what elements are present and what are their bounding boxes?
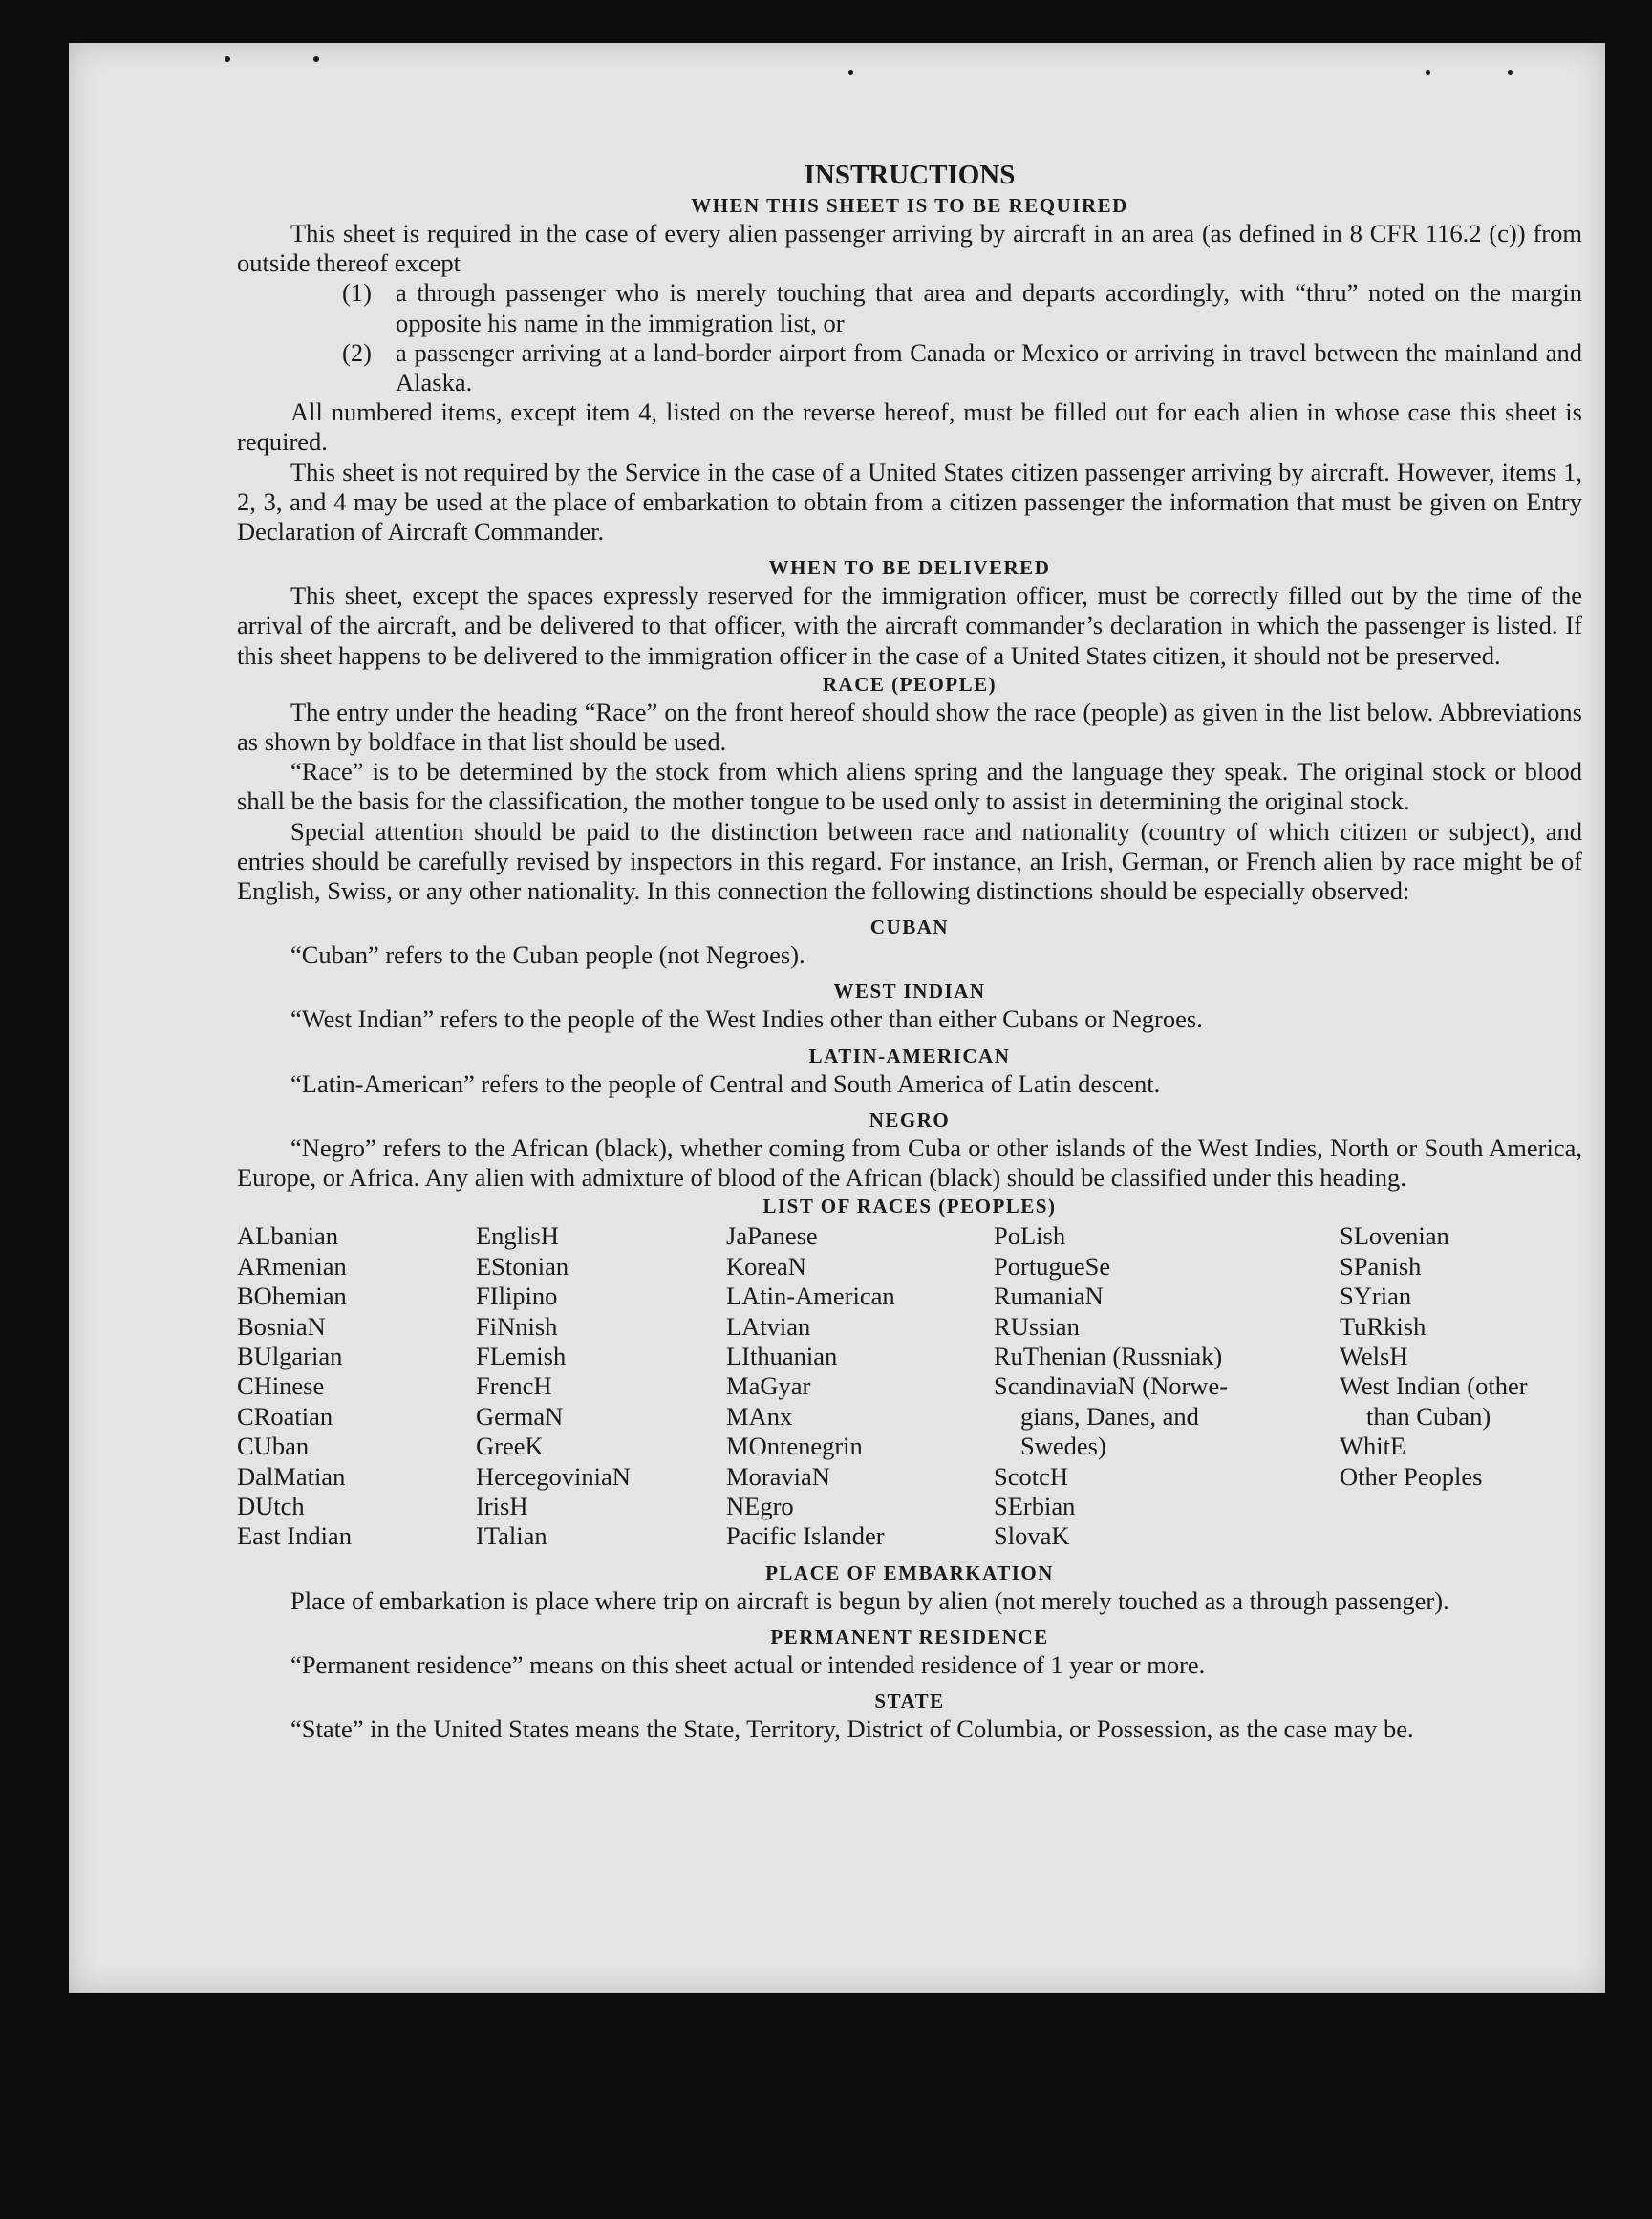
race-entry: Other Peoples bbox=[1340, 1461, 1483, 1491]
paragraph: “Latin-American” refers to the people of Central and South America of Latin descent. bbox=[290, 1068, 1161, 1098]
item-text: a through passenger who is merely touching that area and departs accordingly, with “thru” noted on the margin opposite his name in the immigration list, or bbox=[396, 278, 1582, 337]
item-text: a passenger arriving at a land-border airport from Canada or Mexico or arriving in travel between the mainland and Alaska. bbox=[396, 337, 1582, 398]
paragraph: Place of embarkation is place where trip on aircraft is begun by alien (not merely touched as a through passenger). bbox=[290, 1585, 1449, 1615]
race-entry: KoreaN bbox=[726, 1251, 806, 1281]
race-entry-continuation: than Cuban) bbox=[1366, 1401, 1491, 1431]
race-entry: CHinese bbox=[237, 1371, 325, 1401]
race-entry: ITalian bbox=[476, 1521, 547, 1551]
instructions-body bbox=[237, 158, 1582, 1744]
race-entry: EnglisH bbox=[476, 1221, 559, 1251]
race-entry: BOhemian bbox=[237, 1282, 347, 1311]
race-entry: JaPanese bbox=[726, 1221, 818, 1251]
race-entry: SLovenian bbox=[1340, 1221, 1449, 1251]
race-entry: FrencH bbox=[476, 1371, 552, 1401]
item-number: (1) bbox=[342, 278, 372, 308]
race-entry: FLemish bbox=[476, 1341, 567, 1370]
race-entry: LAtvian bbox=[726, 1311, 811, 1341]
scan-speck bbox=[313, 56, 319, 62]
race-entry: NEgro bbox=[726, 1491, 794, 1520]
paragraph: The entry under the heading “Race” on the front hereof should show the race (people) as given in the list below. Abbreviations as shown by boldface in that list should be used. bbox=[237, 697, 1582, 757]
race-list-column bbox=[476, 1221, 726, 1551]
race-list-column bbox=[237, 1221, 476, 1551]
section-heading-race: RACE (PEOPLE) bbox=[822, 672, 998, 696]
section-heading-negro: NEGRO bbox=[869, 1108, 951, 1131]
race-entry: ALbanian bbox=[237, 1221, 338, 1251]
race-entry: WhitE bbox=[1340, 1432, 1406, 1461]
scan-speck bbox=[225, 56, 230, 62]
section-heading-residence: PERMANENT RESIDENCE bbox=[770, 1625, 1049, 1648]
section-heading-cuban: CUBAN bbox=[869, 916, 950, 939]
scan-speck bbox=[1426, 70, 1430, 75]
list-item bbox=[342, 338, 1582, 398]
paragraph: “State” in the United States means the State, Territory, District of Columbia, or Possession, as the case may be. bbox=[290, 1714, 1414, 1744]
race-entry: ARmenian bbox=[237, 1251, 347, 1281]
paragraph: This sheet is not required by the Service in the case of a United States citizen passenger arriving by aircraft. However, items 1, 2, 3, and 4 may be used at the place of embarkation to obtain from a citizen passenger the information that must be given on Entry Declaration of Aircraft Commander. bbox=[237, 457, 1582, 547]
paragraph: All numbered items, except item 4, listed on the reverse hereof, must be filled out for each alien in whose case this sheet is required. bbox=[237, 398, 1582, 457]
race-entry: BosniaN bbox=[237, 1311, 326, 1341]
race-entry: LAtin-American bbox=[726, 1282, 895, 1311]
paragraph: This sheet, except the spaces expressly reserved for the immigration officer, must be correctly filled out by the time of the arrival of the aircraft, and be delivered to that officer, with the aircraft commander’s declaration in which the passenger is listed. If this sheet happens to be delivered to the immigration officer in the case of a United States citizen, it should not be preserved. bbox=[237, 581, 1582, 670]
paragraph: Special attention should be paid to the distinction between race and nationality (country of which citizen or subject), and entries should be carefully revised by inspectors in this regard. For instance, an Irish, German, or French alien by race might be of English, Swiss, or any other nationality. In this connection the following distinctions should be especially observed: bbox=[237, 816, 1582, 906]
race-entry: ScandinaviaN (Norwe- bbox=[994, 1371, 1229, 1401]
race-entry: SYrian bbox=[1340, 1282, 1412, 1311]
race-entry: MOntenegrin bbox=[726, 1432, 863, 1461]
paragraph: “Negro” refers to the African (black), whether coming from Cuba or other islands of the West Indies, North or South America, Europe, or Africa. Any alien with admixture of blood of the African (black) should be classified under this heading. bbox=[237, 1132, 1582, 1193]
paragraph: “Permanent residence” means on this sheet actual or intended residence of 1 year or more. bbox=[290, 1649, 1206, 1679]
race-entry: CUban bbox=[237, 1432, 310, 1461]
race-entry: SlovaK bbox=[994, 1521, 1070, 1551]
race-entry: EStonian bbox=[476, 1251, 569, 1281]
race-entry: GreeK bbox=[476, 1432, 544, 1461]
race-entry: TuRkish bbox=[1340, 1311, 1427, 1341]
section-heading-latin-american: LATIN-AMERICAN bbox=[808, 1044, 1011, 1067]
paragraph: “Cuban” refers to the Cuban people (not Negroes). bbox=[290, 940, 805, 970]
race-entry: HercegoviniaN bbox=[476, 1461, 631, 1491]
paragraph: “Race” is to be determined by the stock from which aliens spring and the language they speak. The original stock or blood shall be the basis for the classification, the mother tongue to be used only to assist in determining the original stock. bbox=[237, 757, 1582, 816]
race-list-column bbox=[726, 1221, 994, 1551]
race-entry: RuThenian (Russniak) bbox=[994, 1341, 1223, 1370]
paragraph: “West Indian” refers to the people of the West Indies other than either Cubans or Negroes. bbox=[290, 1004, 1203, 1034]
race-list-column bbox=[1340, 1221, 1582, 1551]
race-list-column bbox=[994, 1221, 1340, 1551]
race-entry: DalMatian bbox=[237, 1461, 346, 1491]
race-entry: East Indian bbox=[237, 1521, 352, 1551]
race-entry: SErbian bbox=[994, 1491, 1076, 1520]
race-entry: Pacific Islander bbox=[726, 1521, 885, 1551]
section-heading-state: STATE bbox=[874, 1690, 945, 1713]
section-heading-west-indian: WEST INDIAN bbox=[833, 980, 986, 1003]
race-entry: LIthuanian bbox=[726, 1341, 838, 1370]
race-list bbox=[237, 1221, 1582, 1551]
scan-speck bbox=[1508, 70, 1513, 75]
paragraph: This sheet is required in the case of every alien passenger arriving by aircraft in an area (as defined in 8 CFR 116.2 (c)) from outside thereof except bbox=[237, 219, 1582, 278]
race-entry: PoLish bbox=[994, 1221, 1066, 1251]
race-entry: FIlipino bbox=[476, 1282, 558, 1311]
race-entry: FiNnish bbox=[476, 1311, 558, 1341]
race-entry: GermaN bbox=[476, 1401, 564, 1431]
race-entry-continuation: gians, Danes, and bbox=[1020, 1401, 1199, 1431]
section-heading-list-of-races: LIST OF RACES (PEOPLES) bbox=[762, 1195, 1057, 1218]
race-entry: WelsH bbox=[1340, 1341, 1408, 1370]
scan-speck bbox=[848, 70, 853, 75]
document-sheet bbox=[69, 43, 1605, 1993]
race-entry: ScotcH bbox=[994, 1461, 1069, 1491]
page-title: INSTRUCTIONS bbox=[804, 160, 1016, 190]
race-entry: IrisH bbox=[476, 1491, 528, 1520]
race-entry: MoraviaN bbox=[726, 1461, 830, 1491]
race-entry: SPanish bbox=[1340, 1251, 1422, 1281]
race-entry: MaGyar bbox=[726, 1371, 811, 1401]
race-entry: West Indian (other bbox=[1340, 1371, 1528, 1401]
race-entry: CRoatian bbox=[237, 1401, 333, 1431]
section-heading-required: WHEN THIS SHEET IS TO BE REQUIRED bbox=[691, 194, 1128, 217]
race-entry: MAnx bbox=[726, 1401, 793, 1431]
race-entry: RumaniaN bbox=[994, 1282, 1104, 1311]
section-heading-delivered: WHEN TO BE DELIVERED bbox=[768, 556, 1051, 580]
list-item bbox=[342, 278, 1582, 337]
race-entry: RUssian bbox=[994, 1311, 1080, 1341]
item-number: (2) bbox=[342, 337, 372, 367]
race-entry: BUlgarian bbox=[237, 1341, 343, 1370]
race-entry-continuation: Swedes) bbox=[1020, 1432, 1106, 1461]
race-entry: DUtch bbox=[237, 1491, 305, 1520]
section-heading-embarkation: PLACE OF EMBARKATION bbox=[765, 1561, 1054, 1584]
race-entry: PortugueSe bbox=[994, 1251, 1111, 1281]
